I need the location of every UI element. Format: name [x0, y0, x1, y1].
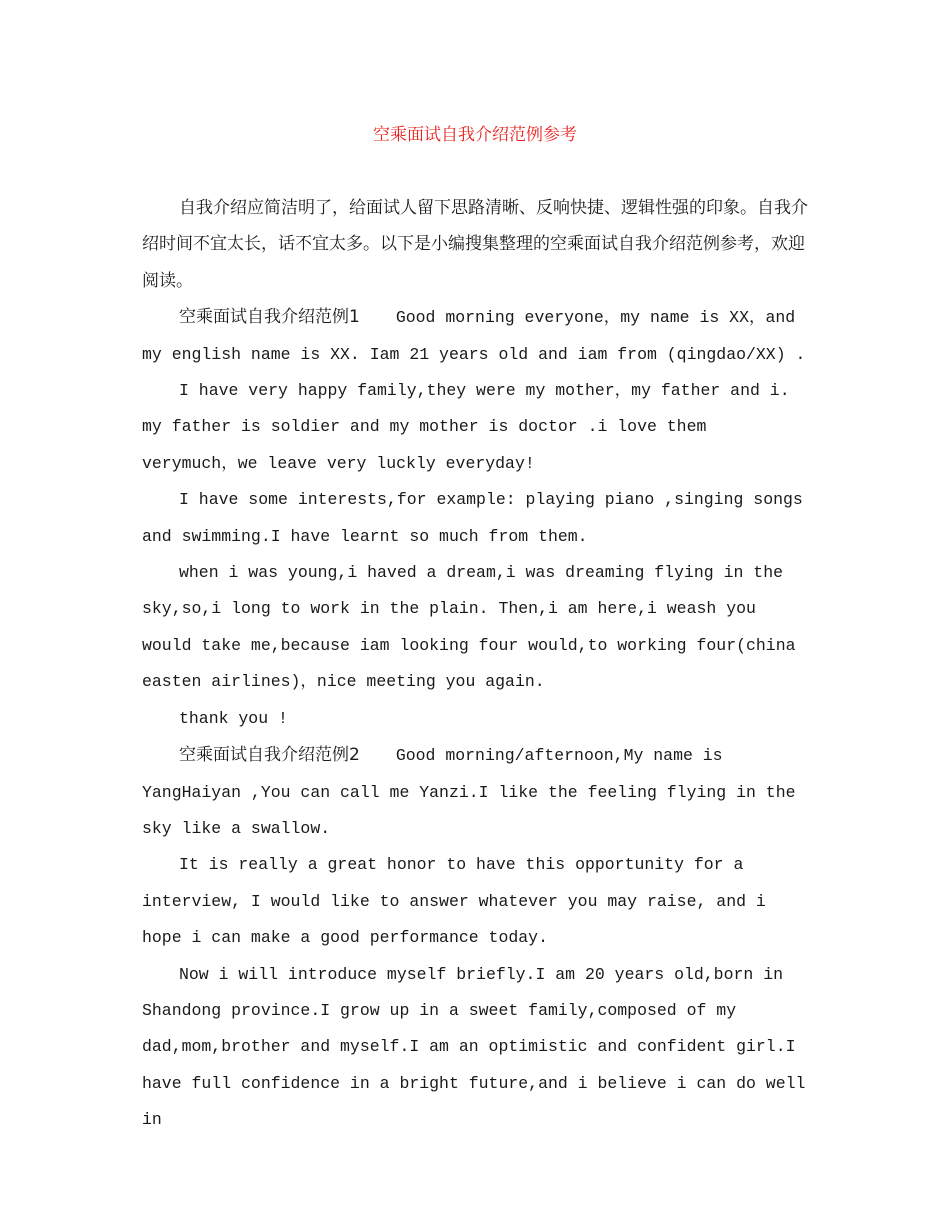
- document-title: 空乘面试自我介绍范例参考: [373, 125, 577, 145]
- example1-opening-paragraph: [142, 299, 810, 373]
- example1-paragraph-5: thank you !: [179, 708, 288, 728]
- example2-opening-text: Good morning/afternoon,My name is YangHaiyan ,You can call me Yanzi.I like the feeling flying in the sky like a swallow.: [142, 746, 796, 838]
- example1-paragraph-2: I have very happy family,they were my mother，my father and i. my father is soldier and my mother is doctor .i love them verymuch，we leave very luckly everyday!: [142, 381, 790, 473]
- example2-opening-paragraph: [142, 737, 810, 847]
- intro-paragraph: 自我介绍应简洁明了，给面试人留下思路清晰、反响快捷、逻辑性强的印象。自我介绍时间不宜太长，话不宜太多。以下是小编搜集整理的空乘面试自我介绍范例参考，欢迎阅读。: [142, 198, 808, 291]
- example1-paragraph-4: when i was young,i haved a dream,i was dreaming flying in the sky,so,i long to work in the plain. Then,i am here,i weash you would take me,because iam looking four would,to working four(china easten airlines)，nice meeting you again.: [142, 563, 796, 692]
- example1-opening-text: Good morning everyone，my name is XX，and my english name is XX. Iam 21 years old and iam from (qingdao/XX) .: [142, 308, 806, 364]
- example2-heading: 空乘面试自我介绍范例2: [179, 745, 360, 766]
- example1-paragraph-3: I have some interests,for example: playing piano ,singing songs and swimming.I have learnt so much from them.: [142, 490, 803, 546]
- document-body: [142, 190, 810, 1139]
- example2-paragraph-2: It is really a great honor to have this opportunity for a interview, I would like to answer whatever you may raise, and i hope i can make a good performance today.: [142, 855, 766, 948]
- example1-heading: 空乘面试自我介绍范例1: [179, 307, 360, 328]
- example2-paragraph-3: Now i will introduce myself briefly.I am 20 years old,born in Shandong province.I grow up in a sweet family,composed of my dad,mom,brother and myself.I am an optimistic and confident girl.I have full confidence in a bright future,and i believe i can do well in: [142, 964, 806, 1130]
